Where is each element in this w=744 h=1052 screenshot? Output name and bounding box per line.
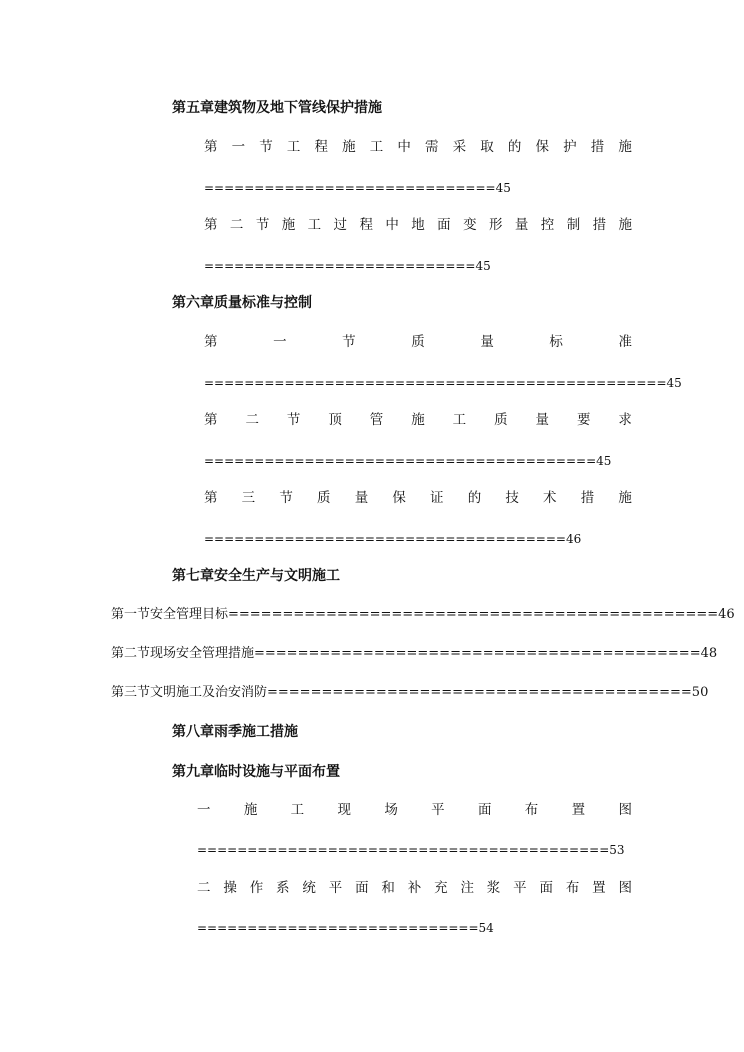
- toc-char: 第: [204, 217, 218, 233]
- toc-char: 置: [571, 802, 586, 818]
- toc-char: 平: [513, 880, 527, 896]
- toc-char: 平: [431, 802, 445, 818]
- toc-char: 措: [592, 217, 607, 233]
- toc-char: 面: [539, 880, 553, 896]
- toc-char: 和: [381, 880, 395, 896]
- toc-char: 质: [317, 490, 331, 506]
- ch9-section-1: [197, 801, 632, 819]
- chapter-8-title: 第八章雨季施工措施: [172, 724, 298, 740]
- ch6-section-3-leader: ====================================46: [204, 532, 582, 546]
- toc-char: 证: [430, 490, 444, 506]
- toc-char: 第: [204, 412, 218, 428]
- toc-char: 平: [328, 880, 343, 896]
- toc-char: 施: [243, 802, 258, 818]
- toc-char: 取: [480, 139, 494, 155]
- toc-char: 施: [411, 412, 425, 428]
- toc-char: 面: [355, 880, 369, 896]
- toc-char: 充: [434, 880, 448, 896]
- toc-char: 作: [249, 880, 264, 896]
- toc-char: 准: [618, 334, 632, 350]
- toc-char: 过: [333, 217, 348, 233]
- toc-char: 程: [314, 139, 328, 155]
- toc-char: 技: [505, 490, 519, 506]
- toc-char: 一: [197, 802, 211, 818]
- toc-char: 变: [463, 217, 477, 233]
- toc-char: 需: [425, 139, 439, 155]
- toc-char: 注: [460, 880, 474, 896]
- toc-char: 第: [204, 139, 218, 155]
- ch5-section-2: [204, 216, 632, 234]
- chapter-9-title: 第九章临时设施与平面布置: [172, 764, 340, 780]
- toc-char: 措: [590, 139, 605, 155]
- chapter-7-title: 第七章安全生产与文明施工: [172, 568, 340, 584]
- toc-char: 保: [535, 139, 549, 155]
- toc-char: 二: [229, 217, 244, 233]
- toc-char: 现: [337, 802, 351, 818]
- toc-char: 地: [411, 217, 425, 233]
- ch9-section-2: [197, 879, 632, 897]
- ch7-section-3: 第三节文明施工及治安消防=======================================50: [111, 685, 709, 700]
- toc-char: 第: [204, 334, 218, 350]
- toc-char: 工: [286, 139, 301, 155]
- toc-char: 施: [618, 217, 632, 233]
- toc-char: 量: [514, 217, 529, 233]
- toc-char: 程: [359, 217, 373, 233]
- toc-char: 图: [618, 802, 632, 818]
- toc-char: 量: [535, 412, 549, 428]
- toc-char: 节: [286, 412, 301, 428]
- toc-char: 节: [259, 139, 273, 155]
- toc-char: 中: [397, 139, 411, 155]
- toc-char: 形: [488, 217, 503, 233]
- ch5-section-1-leader: =============================45: [204, 181, 511, 195]
- toc-char: 的: [467, 490, 482, 506]
- ch6-section-1-leader: ==============================================45: [204, 376, 682, 390]
- ch6-section-2: [204, 411, 632, 429]
- toc-char: 一: [231, 139, 246, 155]
- toc-char: 质: [411, 334, 425, 350]
- toc-char: 制: [566, 217, 581, 233]
- toc-char: 的: [507, 139, 522, 155]
- toc-char: 施: [281, 217, 296, 233]
- toc-char: 节: [342, 334, 356, 350]
- toc-char: 标: [549, 334, 563, 350]
- toc-char: 二: [245, 412, 259, 428]
- ch6-section-1: [204, 333, 632, 351]
- toc-char: 操: [223, 880, 237, 896]
- chapter-6-title: 第六章质量标准与控制: [172, 295, 312, 311]
- toc-char: 节: [279, 490, 293, 506]
- toc-char: 统: [302, 880, 316, 896]
- toc-char: 施: [342, 139, 356, 155]
- toc-char: 顶: [328, 412, 342, 428]
- toc-char: 工: [452, 412, 467, 428]
- toc-char: 求: [618, 412, 632, 428]
- toc-char: 浆: [486, 880, 501, 896]
- ch7-section-2: 第二节现场安全管理措施=========================================48: [111, 646, 718, 661]
- ch7-section-1: 第一节安全管理目标=============================================46: [111, 607, 735, 622]
- toc-char: 采: [452, 139, 467, 155]
- toc-char: 一: [273, 334, 287, 350]
- toc-char: 节: [255, 217, 270, 233]
- toc-char: 系: [276, 880, 290, 896]
- toc-char: 中: [385, 217, 399, 233]
- toc-char: 第: [204, 490, 218, 506]
- toc-char: 施: [618, 139, 632, 155]
- ch9-section-2-leader: ============================54: [197, 921, 494, 935]
- toc-char: 控: [540, 217, 555, 233]
- toc-char: 工: [369, 139, 384, 155]
- ch9-section-1-leader: =========================================53: [197, 843, 625, 857]
- toc-char: 置: [592, 880, 606, 896]
- toc-char: 面: [477, 802, 492, 818]
- toc-char: 护: [563, 139, 577, 155]
- chapter-5-title: 第五章建筑物及地下管线保护措施: [172, 100, 382, 116]
- toc-char: 图: [618, 880, 632, 896]
- ch6-section-3: [204, 489, 632, 507]
- toc-char: 面: [437, 217, 451, 233]
- toc-char: 质: [494, 412, 508, 428]
- toc-char: 术: [543, 490, 557, 506]
- toc-char: 布: [524, 802, 539, 818]
- toc-char: 布: [565, 880, 580, 896]
- toc-char: 工: [307, 217, 322, 233]
- toc-char: 三: [241, 490, 256, 506]
- ch6-section-2-leader: =======================================45: [204, 454, 612, 468]
- toc-char: 工: [290, 802, 305, 818]
- toc-char: 补: [407, 880, 422, 896]
- toc-char: 场: [384, 802, 398, 818]
- toc-char: 二: [197, 880, 211, 896]
- toc-char: 量: [354, 490, 369, 506]
- toc-char: 措: [580, 490, 595, 506]
- toc-char: 保: [392, 490, 406, 506]
- toc-char: 要: [576, 412, 591, 428]
- toc-char: 管: [369, 412, 384, 428]
- ch5-section-1: [204, 138, 632, 156]
- ch5-section-2-leader: ===========================45: [204, 259, 491, 273]
- toc-char: 施: [618, 490, 632, 506]
- toc-char: 量: [480, 334, 494, 350]
